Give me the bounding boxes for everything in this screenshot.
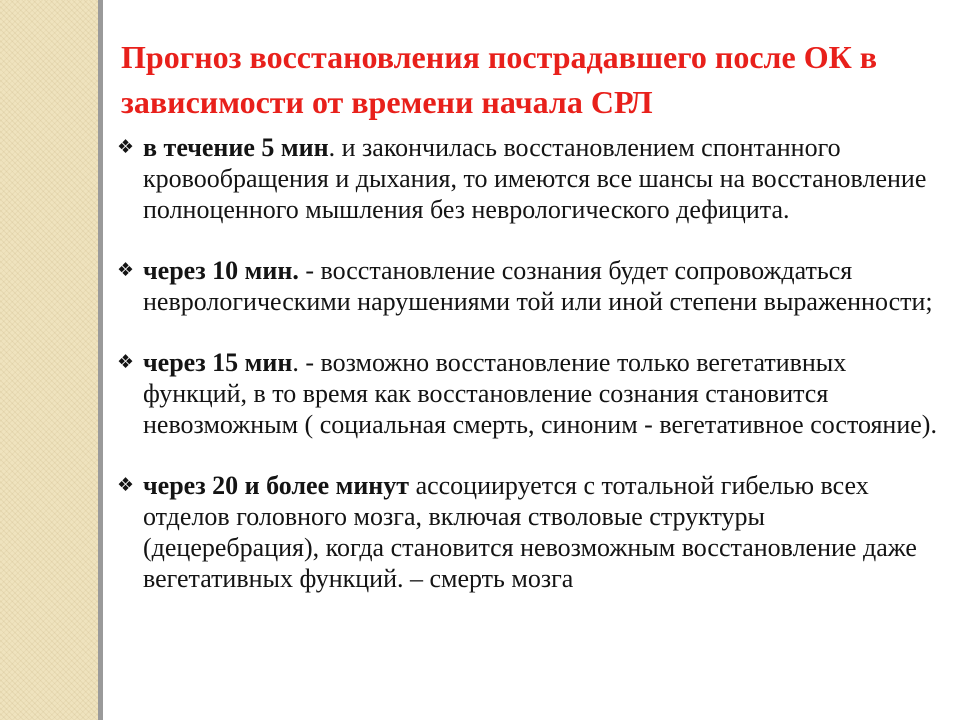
bullet-text: . - возможно восстановление только вегетативных функций, в то время как восстановление сознания становится невозможным ( социальная смерть, синоним - вегетативное состояние). — [143, 348, 937, 439]
bullet-lead: в течение 5 мин — [143, 133, 329, 162]
bullet-text: - восстановление сознания будет сопровождаться неврологическими нарушениями той или иной степени выраженности; — [143, 256, 933, 316]
diamond-bullet-icon: ❖ — [117, 474, 135, 496]
bullet-item-20-min — [117, 470, 947, 594]
bullet-lead: через 15 мин — [143, 348, 293, 377]
bullet-text: ассоциируется с тотальной гибелью всех отделов головного мозга, включая стволовые структуры (децеребрация), когда становится невозможным восстановление даже вегетативных функций. – смерть мозга — [143, 471, 917, 593]
diamond-bullet-icon: ❖ — [117, 259, 135, 281]
bullet-item-10-min — [117, 255, 947, 317]
diamond-bullet-icon: ❖ — [117, 136, 135, 158]
bullet-item-15-min — [117, 347, 947, 440]
decorative-side-strip — [0, 0, 98, 720]
bullet-list — [117, 132, 947, 624]
slide-title: Прогноз восстановления пострадавшего после ОК в зависимости от времени начала СРЛ — [121, 39, 878, 120]
bullet-lead: через 10 мин. — [143, 256, 299, 285]
side-divider-line — [98, 0, 103, 720]
bullet-text: . и закончилась восстановлением спонтанного кровообращения и дыхания, то имеются все шансы на восстановление полноценного мышления без неврологического дефицита. — [143, 133, 927, 224]
diamond-bullet-icon: ❖ — [117, 351, 135, 373]
bullet-lead: через 20 и более минут — [143, 471, 410, 500]
bullet-item-5-min — [117, 132, 947, 225]
